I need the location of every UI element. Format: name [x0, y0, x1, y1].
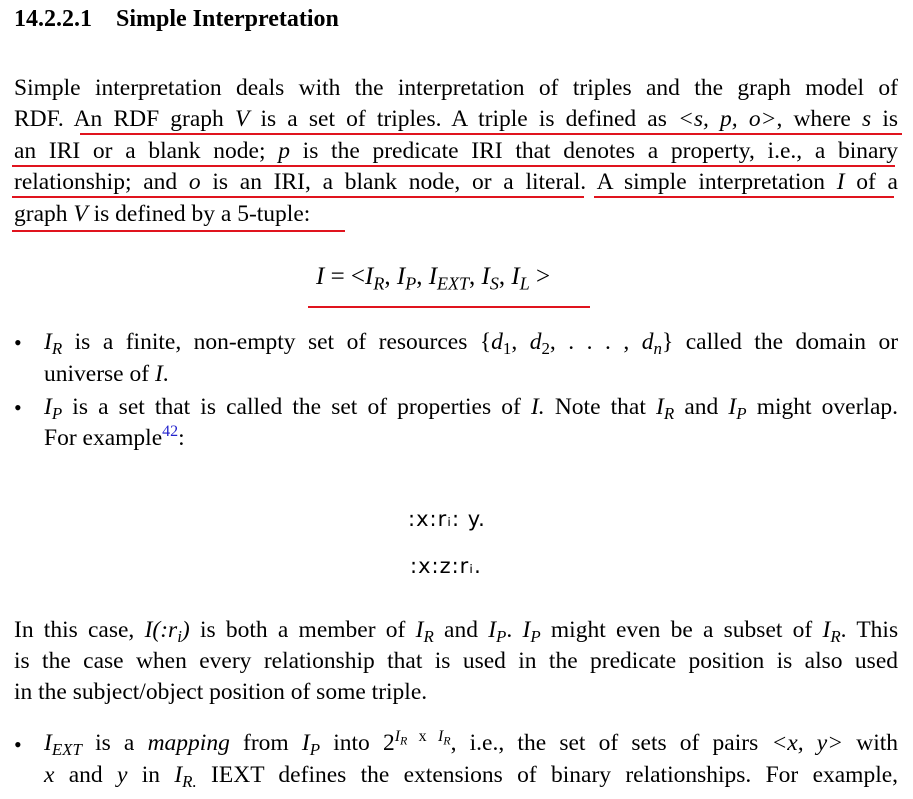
para2-line2: is the case when every relationship that is used in the predicate position is also used — [14, 648, 898, 674]
example-triple-1: :x:rᵢ: y. — [408, 507, 486, 531]
para1-line4: relationship; and o is an IRI, a blank node, or a literal. A simple interpretation I of a — [14, 169, 898, 195]
bullet3-line1: $I_{EXT}$ is a mapping from $I_P$ into $2^{I_R x I_R}$, i.e., the set of sets of pairs <x, y> with — [44, 728, 899, 760]
underline-annotation — [12, 196, 584, 198]
underline-annotation — [594, 196, 894, 198]
para1-line1: Simple interpretation deals with the interpretation of triples and the graph model of — [14, 75, 898, 101]
section-title: Simple Interpretation — [116, 6, 339, 32]
bullet2-line2: For example$^{42}$: — [44, 423, 185, 451]
underline-annotation — [308, 306, 590, 308]
footnote-link[interactable]: 42 — [162, 423, 179, 441]
bullet-symbol: • — [14, 732, 22, 757]
underline-annotation — [80, 133, 902, 135]
bullet-symbol: • — [14, 395, 22, 420]
para1-line3: an IRI or a blank node; p is the predicate IRI that denotes a property, i.e., a binary — [14, 138, 899, 164]
para1-line5: graph V is defined by a 5-tuple: — [14, 201, 311, 227]
bullet1-line1: $I_R$ is a finite, non-empty set of resources {$d_1$, $d_2$, . . . , $d_n$} called the domain or — [44, 329, 899, 359]
bullet2-line1: $I_P$ is a set that is called the set of properties of I. Note that $I_R$ and $I_P$ might overlap. — [44, 394, 899, 424]
bullet3-line2: x and y in $I_{R.}$ IEXT defines the extensions of binary relationships. For example, — [44, 762, 899, 792]
underline-annotation — [12, 230, 345, 232]
example-triple-2: :x:z:rᵢ. — [410, 554, 482, 578]
bullet-symbol: • — [14, 330, 22, 355]
para2-line1: In this case, $I(:r_i)$ is both a member of $I_R$ and $I_P$. $I_P$ might even be a subset of $I_R$. This — [14, 617, 899, 647]
section-heading — [14, 6, 339, 33]
para1-line2: RDF. An RDF graph V is a set of triples. A triple is defined as <s, p, o>, where s is — [14, 106, 899, 132]
underline-annotation — [12, 165, 895, 167]
tuple-equation: $I = <I_R$, $I_P$, $I_{EXT}$, $I_S$, $I_L$ > — [316, 263, 551, 294]
bullet1-line2: universe of I. — [44, 361, 169, 387]
section-number: 14.2.2.1 — [14, 6, 92, 32]
para2-line3: in the subject/object position of some triple. — [14, 679, 428, 705]
